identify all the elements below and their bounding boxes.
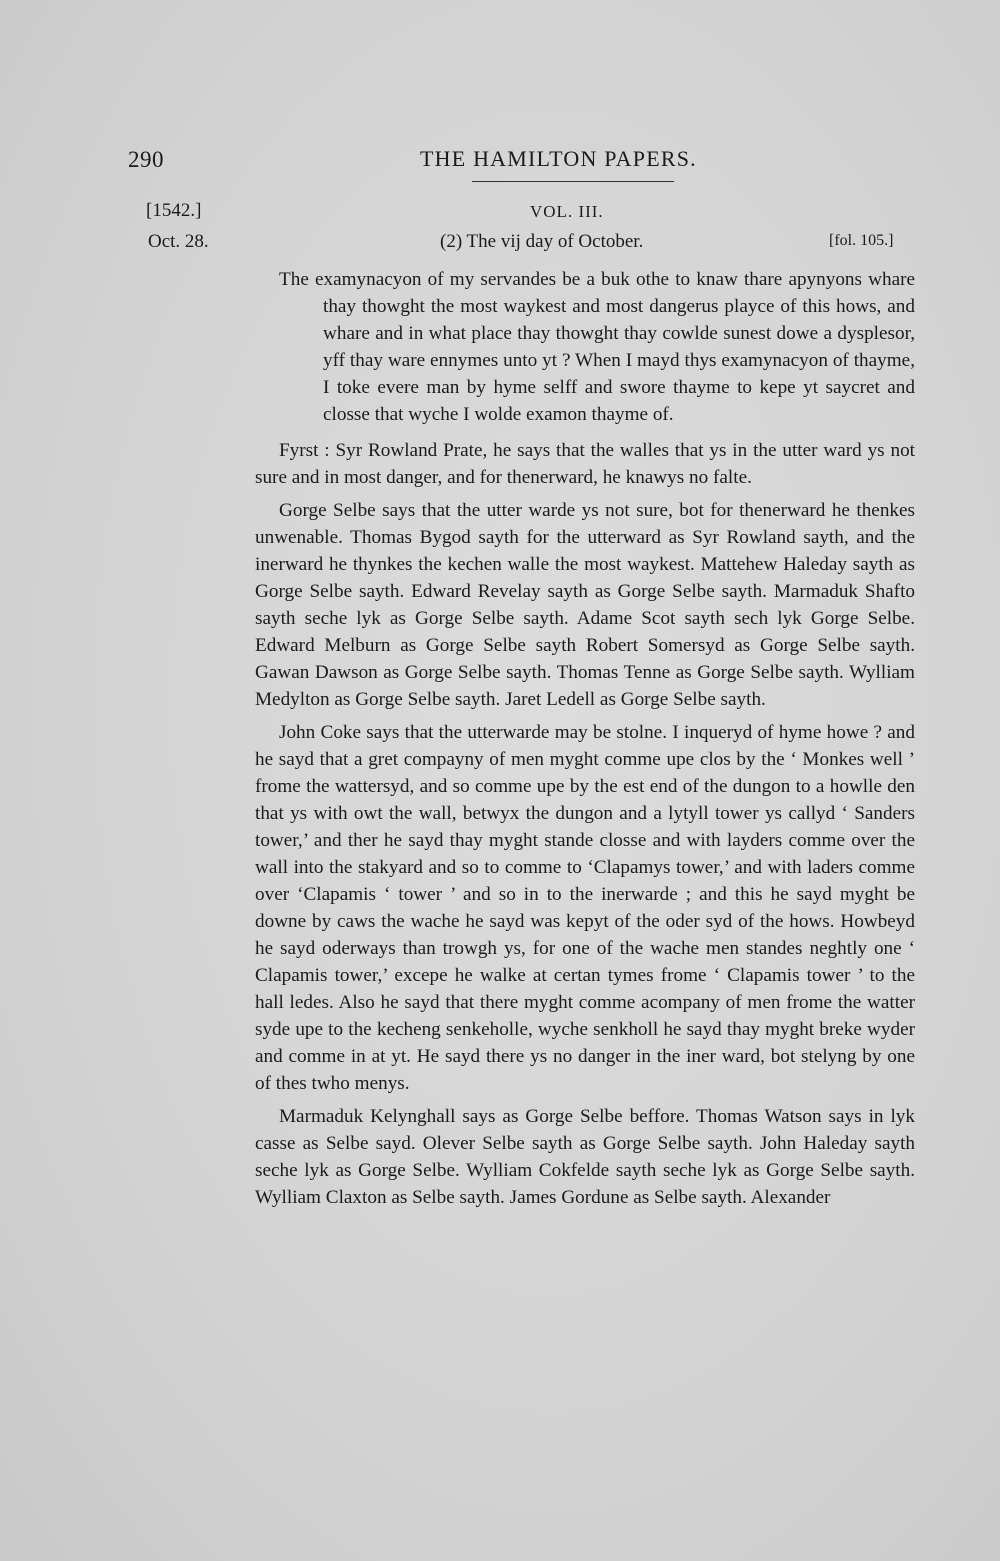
body-text bbox=[255, 266, 915, 1211]
paragraph-rowland-prate: Fyrst : Syr Rowland Prate, he says that the walles that ys in the utter ward ys not sure and in most danger, and for thenerward, he knawys no falte. bbox=[255, 440, 915, 488]
margin-year: [1542.] bbox=[146, 200, 202, 221]
title-rule bbox=[472, 181, 674, 182]
paragraph-john-coke: John Coke says that the utterwarde may be stolne. I inqueryd of hyme howe ? and he sayd that a gret compayny of men myght comme upe clos by the ‘ Monkes well ’ frome the wattersyd, and so comme upe by the est end of the dungon to a howlle den that ys with owt the wall, betwyx the dungon and a lytyll tower ys callyd ‘ Sanders tower,’ and ther he sayd thay myght stande closse and with layders comme over the wall into the stakyard and so to comme to ‘Clapamys tower,’ and with laders comme over ‘Clapamis ‘ tower ’ and so in to the inerwarde ; and this he sayd myght be downe by caws the wache he sayd was kepyt of the oder syd of the hows. Howbeyd he sayd oderways than trowgh ys, for one of the wache men standes neghtly one ‘ Clapamis tower,’ excepe he walke at certan tymes frome ‘ Clapamis tower ’ to the hall ledes. Also he sayd that there myght comme acompany of men frome the watter syde upe to the kecheng senkeholle, wyche senkholl he sayd thay myght breke wyder and comme in at yt. He sayd there ys no danger in the iner ward, bot stelyng by one of thes twho menys. bbox=[255, 722, 915, 1094]
folio-reference: [fol. 105.] bbox=[829, 232, 894, 249]
margin-date: Oct. 28. bbox=[148, 231, 209, 252]
volume-label: VOL. III. bbox=[530, 202, 604, 221]
paragraph-examination: The examynacyon of my servandes be a buk othe to knaw thare apynyons whare thay thowght the most waykest and most dangerus playce of this hows, and whare and in what place thay thowght thay cowlde sunest dowe a dysplesor, yff thay ware ennymes unto yt ? When I mayd thys examynacyon of thayme, I toke evere man by hyme selff and swore thayme to kepe yt saycret and closse that wyche I wolde examon thayme of. bbox=[279, 269, 915, 425]
paragraph-marmaduk-kelynghall: Marmaduk Kelynghall says as Gorge Selbe beffore. Thomas Watson says in lyk casse as Selbe sayd. Olever Selbe sayth as Gorge Selbe sayth. John Haleday sayth seche lyk as Gorge Selbe. Wylliam Cokfelde sayth seche lyk as Gorge Selbe sayth. Wylliam Claxton as Selbe sayth. James Gordune as Selbe sayth. Alexander bbox=[255, 1106, 915, 1208]
running-title: THE HAMILTON PAPERS. bbox=[420, 146, 697, 171]
section-heading: (2) The vij day of October. bbox=[440, 231, 644, 252]
page-number: 290 bbox=[128, 147, 164, 172]
paragraph-gorge-selbe: Gorge Selbe says that the utter warde ys not sure, bot for thenerward he thenkes unwenable. Thomas Bygod sayth for the utterward as Syr Rowland sayth, and the inerward he thynkes the kechen walle the most waykest. Mattehew Haleday sayth as Gorge Selbe sayth. Edward Revelay sayth as Gorge Selbe sayth. Marmaduk Shafto sayth seche lyk as Gorge Selbe sayth. Adame Scot sayth sech lyk Gorge Selbe. Edward Melburn as Gorge Selbe sayth Robert Somersyd as Gorge Selbe sayth. Gawan Dawson as Gorge Selbe sayth. Thomas Tenne as Gorge Selbe sayth. Wylliam Medylton as Gorge Selbe sayth. Jaret Ledell as Gorge Selbe sayth. bbox=[255, 500, 915, 710]
